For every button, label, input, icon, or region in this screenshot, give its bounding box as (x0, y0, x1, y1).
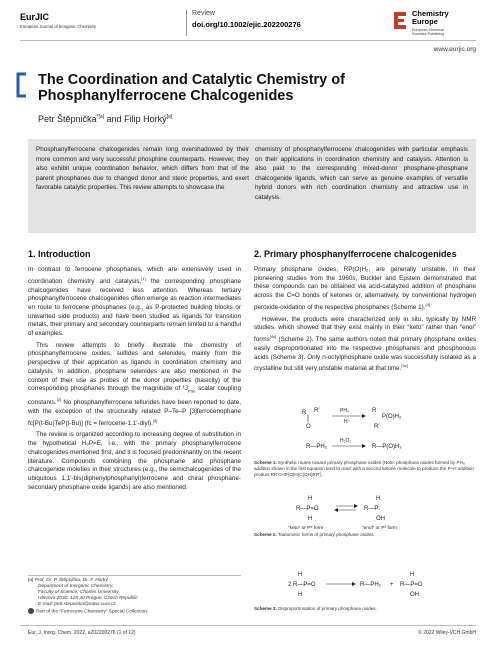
publisher-tag-line1: European Chemical (412, 28, 444, 32)
footnote-department: Department of Inorganic Chemistry, (38, 584, 114, 589)
scheme-1-caption-text: Synthetic routes toward primary phosphane oxides (Note: phosphane oxides formed by PH₃ addition shown in the first equation tend to react with a second ketone molecule to produce the P–H addition product RR′CHP(O)H(C(OH)RR′). (254, 460, 474, 477)
section-heading-primary-chalcogenides: 2. Primary phosphanylferrocene chalcogenides (254, 249, 457, 259)
intro-p2-text-c: No phosphanylferrocene tellurides have been reported to date, with the exception of the structurally related P–Te–P [3]ferrocenophane fc[P(t-Bu)TeP(t-Bu)] (fc = ferrocene-1,1′-diyl). (28, 399, 241, 427)
sec2-p2-text-b: (Scheme 2). The same authors noted that primary phosphane oxides easily disproportionated into the respective phosphanes and phosphonous acids (Scheme 3). Only n-octylphosphane oxide was successfully isolated as a crystalline but still very unstable material at that time. (254, 336, 476, 373)
header-divider (186, 10, 187, 36)
footer-citation: Eur. J. Inorg. Chem. 2022, e202200276 (1 of 12) (28, 630, 136, 636)
scheme-2 (254, 492, 476, 538)
scheme1-r-prime: R′ (314, 408, 320, 414)
svg-text:H: H (376, 496, 381, 502)
svg-text:OH: OH (410, 592, 419, 598)
sec2-p2-text-a: However, the products were characterized only in situ, typically by NMR studies, which showed that they exist mainly in their “keto” rather than “enol” forms (254, 315, 476, 344)
footnote-rule (28, 575, 241, 576)
footnote-faculty: Faculty of Science, Charles University (38, 590, 119, 595)
special-collection-note (28, 608, 241, 615)
svg-text:H: H (298, 592, 303, 598)
svg-text:R—P=O: R—P=O (296, 506, 319, 512)
chemistry-europe-logo-icon (392, 10, 408, 30)
scheme3-right: R—P=O (400, 582, 423, 588)
journal-website-link[interactable]: www.eurjic.org (433, 46, 476, 53)
scheme1-reagent2: H₂O₂ (340, 438, 352, 444)
scheme-1 (254, 402, 476, 478)
scheme-3 (254, 570, 476, 612)
footnote-address: Hlavova 2030, 128 40 Prague, Czech Republic (38, 596, 138, 601)
scheme-3-caption-text: Disproportionation of primary phosphane oxides. (276, 606, 377, 611)
title-line-1: The Coordination and Catalytic Chemistry of (38, 72, 345, 88)
scheme-3-label: Scheme 3. (254, 606, 277, 611)
affiliation-footnote (28, 578, 241, 615)
author-1[interactable]: Petr Štěpnička (38, 114, 97, 124)
doi-link[interactable]: doi.org/10.1002/ejic.202200276 (192, 20, 301, 29)
intro-p1-text-a: In contrast to ferrocene phosphanes, which are extensively used in coordination chemistry and catalysis, (28, 266, 241, 285)
svg-text:H: H (308, 496, 313, 502)
header-rule (20, 40, 476, 41)
publisher-name-line2: Europe (412, 17, 438, 26)
svg-text:OH: OH (376, 516, 385, 522)
scheme1-product1: P(O)H₂ (382, 414, 402, 420)
sec2-p1-text: Primary phosphane oxides, RP(O)H₂, are generally unstable. In their pioneering studies from the 1960s, Buckler and Epstein demonstrated that these compounds can be obtained via acid-catalyzed addition of phosphane across the C=O bonds of ketones or, alternatively, by conventional hydrogen peroxide-oxidation of the respective phosphanes (Scheme 1). (254, 266, 476, 311)
scheme-2-caption-text: Tautomeric forms of primary phosphane oxides. (276, 532, 375, 537)
introduction-body (28, 266, 241, 495)
intro-p1-text-b: the corresponding phosphane chalcogenides have received less attention. Whereas tertiary phosphanylferrocene chalcogenides often emerge as reaction intermediates en route to ferrocene phosphanes (e.g., as P-protected building blocks or unwanted side products) and have been studied as ligands for transition metals, their primary and secondary counterparts remain limited to a handful of examples. (28, 277, 241, 338)
scheme-2-drawing (254, 492, 476, 532)
citation-ref[interactable]: [4] (425, 301, 430, 307)
title-line-2: Phosphanylferrocene Chalcogenides (38, 88, 294, 104)
citation-ref[interactable]: [3] (152, 417, 158, 423)
intro-p2-text-b: scalar coupling constants. (28, 385, 241, 407)
intro-paragraph-2 (28, 342, 241, 429)
footnote-email[interactable]: E-mail: petr.stepnicka@natur.cuni.cz (38, 602, 116, 607)
scheme-3-caption (254, 606, 476, 612)
scheme1-prod-r-prime: R′ (374, 424, 380, 430)
publisher-name (412, 10, 449, 26)
scheme-1-label: Scheme 1. (254, 460, 277, 465)
author-2[interactable]: Filip Horký (124, 114, 167, 124)
abstract-left-column: Phosphanylferrocene chalcogenides remain long overshadowed by their more common and very successful phosphine counterparts. However, they also exhibit unique coordination behavior, which differs from that of the parent phosphanes due to changed donor and steric properties, and exert favorable catalytic properties. This review attempts to showcase the (36, 146, 249, 192)
scheme1-reagent-top: PH₃ (340, 408, 349, 414)
scheme3-left: 2 R—P=O (288, 582, 316, 588)
section-2-body (254, 266, 476, 377)
author-separator: and (104, 114, 125, 124)
page-header (20, 10, 476, 40)
publisher-name-line1: Chemistry (412, 9, 449, 18)
author-1-affiliation: *[a] (96, 114, 105, 120)
intro-paragraph-3: The review is organized according to increasing degree of substitution in the hypothetical H₃P=E, i.e., with the primary phosphanylferrocene chalcogenides mentioned first, and it is focused predominantly on the recent literature. Compounds combining the phosphane and phosphane chalcogenide moieties in their structures (e.g., the semichalcogenides of the ubiquitous 1,1′-bis(diphenylphosphanyl)ferrocene and chiral phosphane-secondary phosphane oxide ligands) are also mentioned. (28, 431, 241, 491)
scheme-2-caption (254, 532, 476, 538)
citation-ref[interactable]: [4c] (401, 363, 408, 369)
section-heading-introduction: 1. Introduction (28, 249, 91, 259)
scheme3-mid: R—PH₂ (360, 582, 381, 588)
sec2-paragraph-2 (254, 316, 476, 374)
scheme1-oxygen: O (306, 424, 311, 430)
coupling-subscript: PSe (187, 388, 196, 394)
scheme1-left2: R—PH₂ (306, 444, 327, 450)
publisher-tagline (412, 28, 444, 36)
scheme-2-label: Scheme 2. (254, 532, 277, 537)
special-collection-text: Part of the “Ferrocene Chemistry” Special Collection. (36, 609, 149, 615)
scheme1-reagent-bot: H⁺ (344, 419, 351, 425)
footnote-label: [a] (28, 578, 34, 583)
author-list (38, 114, 172, 124)
svg-text:H: H (298, 572, 303, 578)
scheme-3-drawing (254, 570, 476, 606)
footer-copyright: © 2022 Wiley-VCH GmbH (418, 630, 476, 636)
scheme1-product2: R—P(O)H₂ (372, 444, 402, 450)
journal-full-name: European Journal of Inorganic Chemistry (20, 24, 97, 29)
footer-rule (20, 625, 476, 626)
scheme2-enol-label: “enol” or P³ form (362, 526, 397, 531)
citation-ref[interactable]: [4c] (269, 334, 277, 340)
publisher-tag-line2: Societies Publishing (412, 32, 445, 36)
svg-text:H: H (308, 516, 313, 522)
title-bracket-icon (14, 72, 28, 98)
abstract-box (28, 139, 476, 233)
scheme2-keto-label: “keto” or P⁵ form (288, 526, 324, 531)
article-title (38, 72, 458, 104)
citation-ref[interactable]: [1] (141, 275, 146, 281)
journal-abbreviation: EurJIC (20, 12, 50, 22)
scheme1-prod-r: R (372, 408, 377, 414)
collection-icon (28, 608, 34, 614)
scheme1-r: R (302, 410, 307, 416)
intro-paragraph-1 (28, 266, 241, 339)
scheme-1-caption (254, 460, 476, 478)
scheme-1-drawing (254, 402, 476, 460)
scheme3-plus: + (390, 582, 394, 588)
footnote-authors: Prof. Dr. P. Štěpnička, Dr. F. Horký (34, 578, 108, 583)
abstract-right-column: chemistry of phosphanylferrocene chalcogenides with particular emphasis on their applications in coordination chemistry and catalysis. Attention is also paid to the corresponding mixed-donor phosphane-phosphane chalcogenide ligands, which can serve as genuine examples of versatile hybrid donors with rich coordination chemistry and attractive use in catalysis. (255, 146, 468, 201)
svg-text:H: H (410, 572, 415, 578)
intro-p2-text-a: This review attempts to briefly illustrate the chemistry of phosphanylferrocene oxides, sulfides and selenides, mainly from the perspective of their application as ligands in coordination chemistry and catalysis. In addition, phosphane selenides are also mentioned in the context of their use as probes of the donor properties (basicity) of the corresponding phosphanes through the magnitude of ¹J (28, 341, 241, 393)
sec2-paragraph-1 (254, 266, 476, 313)
document-type: Review (192, 10, 215, 17)
citation-ref[interactable]: [2] (56, 397, 62, 403)
author-2-affiliation: [a] (166, 114, 173, 120)
svg-text:R—P:: R—P: (364, 506, 381, 512)
